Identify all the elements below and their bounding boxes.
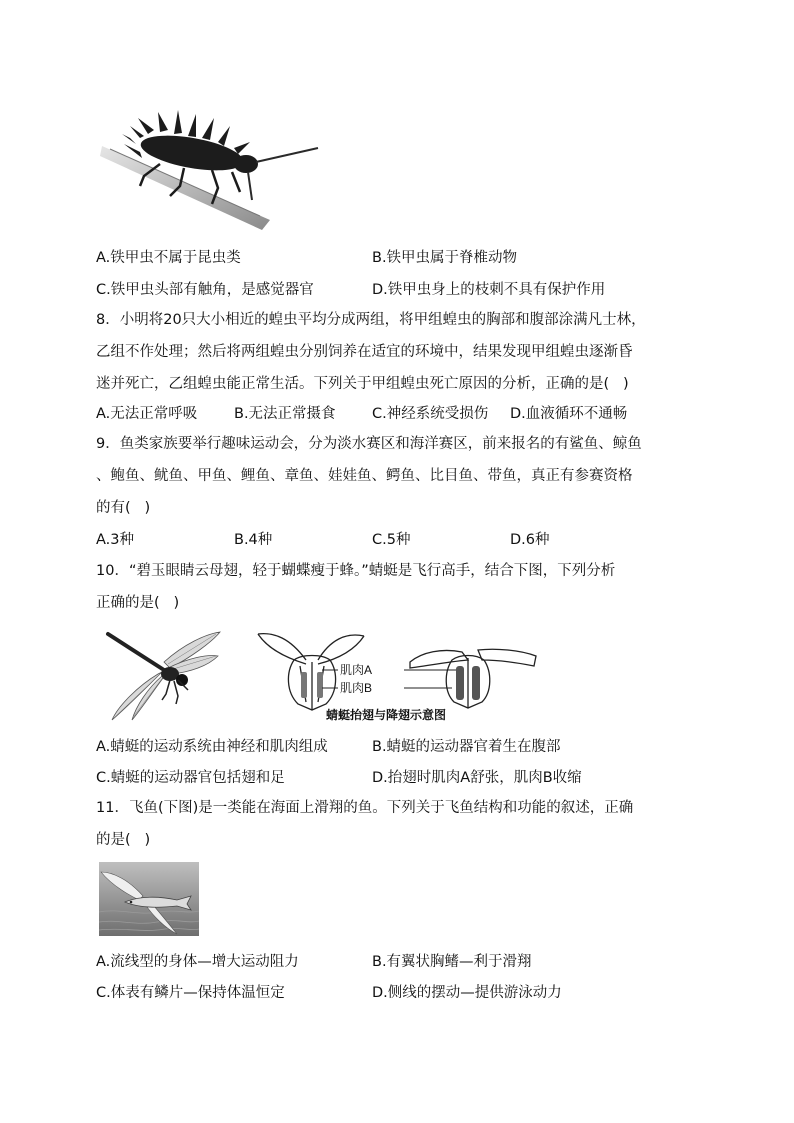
q9-stem-line-3: 的有( ): [96, 500, 151, 516]
q10-option-b: B.蜻蜓的运动器官着生在腹部: [372, 739, 561, 755]
q11-option-a: A.流线型的身体—增大运动阻力: [96, 954, 299, 970]
dragonfly-image: [104, 628, 222, 724]
q9-option-a: A.3种: [96, 532, 134, 548]
q10-option-c: C.蜻蜓的运动器官包括翅和足: [96, 770, 285, 786]
q9-stem-line-2: 、鲍鱼、鱿鱼、甲鱼、鲤鱼、章鱼、娃娃鱼、鳄鱼、比目鱼、带鱼，真正有参赛资格: [96, 468, 633, 484]
q8-option-b: B.无法正常摄食: [234, 406, 336, 422]
q10-option-d: D.抬翅时肌肉A舒张，肌肉B收缩: [372, 770, 582, 786]
q11-option-d: D.侧线的摆动—提供游泳动力: [372, 985, 562, 1001]
q9-stem-line-1: 9．鱼类家族要举行趣味运动会，分为淡水赛区和海洋赛区，前来报名的有鲨鱼、鲸鱼: [96, 436, 642, 452]
flying-fish-image: [99, 862, 199, 936]
muscle-b-label: 肌肉B: [340, 681, 373, 695]
q8-stem-line-3: 迷并死亡，乙组蝗虫能正常生活。下列关于甲组蝗虫死亡原因的分析，正确的是( ): [96, 376, 629, 392]
q9-option-d: D.6种: [510, 532, 550, 548]
q7-option-b: B.铁甲虫属于脊椎动物: [372, 250, 518, 266]
q7-option-d: D.铁甲虫身上的枝刺不具有保护作用: [372, 282, 606, 298]
q9-option-c: C.5种: [372, 532, 411, 548]
q7-option-c: C.铁甲虫头部有触角，是感觉器官: [96, 282, 314, 298]
muscle-a-label: 肌肉A: [340, 663, 373, 677]
q10-stem-line-1: 10．“碧玉眼睛云母翅，轻于蝴蝶瘦于蜂。”蜻蜓是飞行高手，结合下图，下列分析: [96, 563, 616, 579]
q11-stem-line-2: 的是( ): [96, 832, 151, 848]
wing-diagram-caption: 蜻蜓抬翅与降翅示意图: [326, 708, 447, 722]
q8-stem-line-1: 8．小明将20只大小相近的蝗虫平均分成两组，将甲组蝗虫的胸部和腹部涂满凡士林，: [96, 312, 646, 328]
q11-option-c: C.体表有鳞片—保持体温恒定: [96, 985, 285, 1001]
q8-option-d: D.血液循环不通畅: [510, 406, 628, 422]
q9-option-b: B.4种: [234, 532, 273, 548]
q8-option-a: A.无法正常呼吸: [96, 406, 198, 422]
q10-option-a: A.蜻蜓的运动系统由神经和肌肉组成: [96, 739, 328, 755]
q8-stem-line-2: 乙组不作处理；然后将两组蝗虫分别饲养在适宜的环境中，结果发现甲组蝗虫逐渐昏: [96, 344, 633, 360]
q10-stem-line-2: 正确的是( ): [96, 595, 180, 611]
q8-option-c: C.神经系统受损伤: [372, 406, 489, 422]
q7-option-a: A.铁甲虫不属于昆虫类: [96, 250, 241, 266]
iron-beetle-image: [100, 108, 322, 230]
q11-stem-line-1: 11．飞鱼(下图)是一类能在海面上滑翔的鱼。下列关于飞鱼结构和功能的叙述，正确: [96, 800, 634, 816]
q11-option-b: B.有翼状胸鳍—利于滑翔: [372, 954, 532, 970]
